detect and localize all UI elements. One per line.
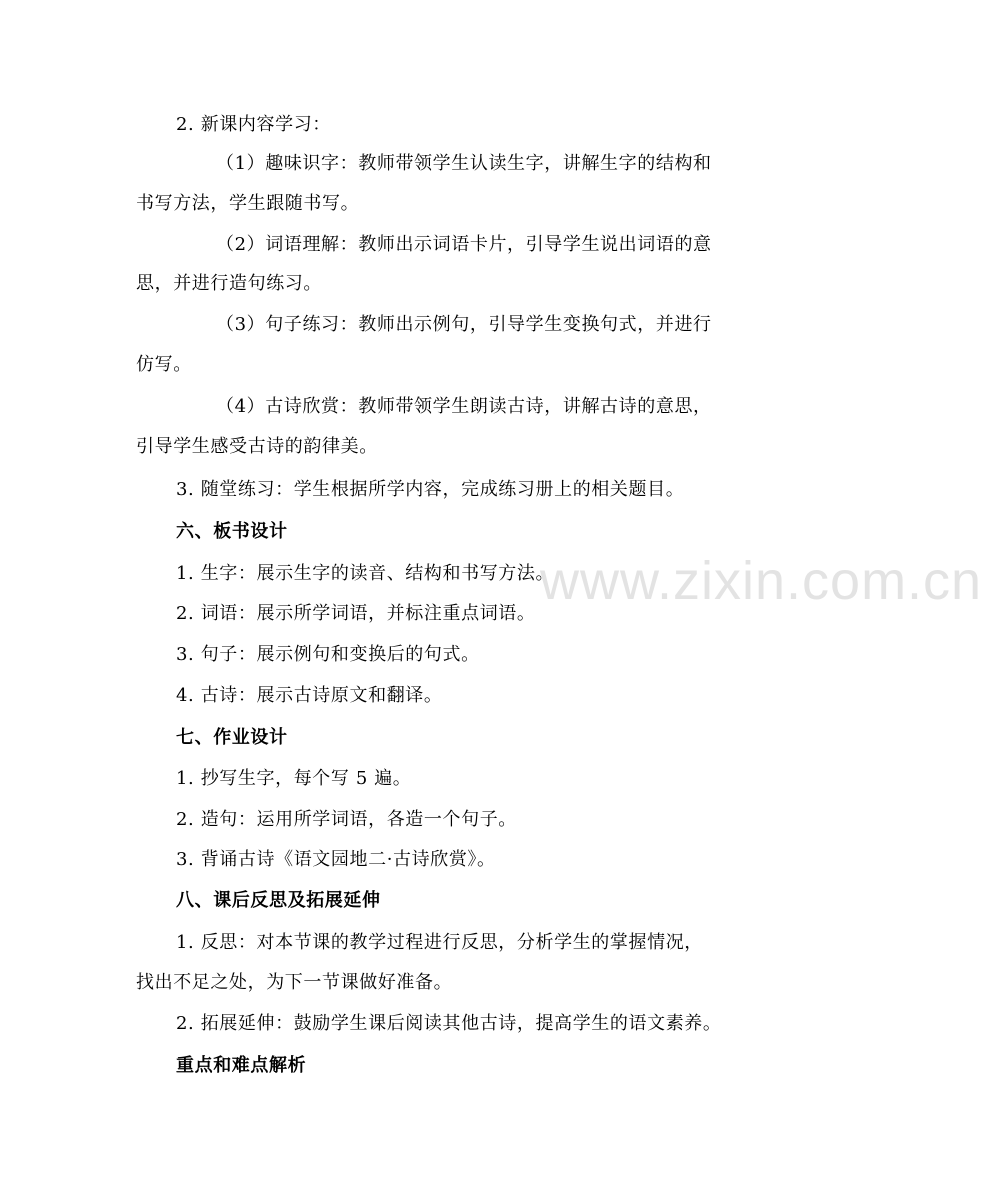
sub-item-1-line1: （1）趣味识字：教师带领学生认读生字，讲解生字的结构和 — [216, 153, 712, 174]
board-item-4: 4. 古诗：展示古诗原文和翻译。 — [176, 685, 443, 706]
board-item-1: 1. 生字：展示生字的读音、结构和书写方法。 — [176, 563, 555, 584]
sub-item-2-line2: 思，并进行造句练习。 — [136, 273, 322, 294]
homework-item-2: 2. 造句：运用所学词语，各造一个句子。 — [176, 809, 517, 830]
watermark: www.zixin.com.cn — [540, 551, 982, 611]
sub-item-4-line1: （4）古诗欣赏：教师带领学生朗读古诗，讲解古诗的意思， — [216, 396, 712, 417]
sub-item-3-line2: 仿写。 — [136, 354, 192, 375]
step-3-text: 3. 随堂练习：学生根据所学内容，完成练习册上的相关题目。 — [176, 479, 685, 500]
sub-item-2-line1: （2）词语理解：教师出示词语卡片，引导学生说出词语的意 — [216, 234, 712, 255]
sub-item-1-line2: 书写方法，学生跟随书写。 — [136, 193, 360, 214]
reflection-item-2: 2. 拓展延伸：鼓励学生课后阅读其他古诗，提高学生的语文素养。 — [176, 1013, 722, 1034]
step-2-title: 2. 新课内容学习： — [176, 114, 331, 135]
sub-item-4-line2: 引导学生感受古诗的韵律美。 — [136, 436, 378, 457]
section-heading-key-points: 重点和难点解析 — [176, 1055, 307, 1076]
board-item-3: 3. 句子：展示例句和变换后的句式。 — [176, 644, 480, 665]
sub-item-3-line1: （3）句子练习：教师出示例句，引导学生变换句式，并进行 — [216, 314, 712, 335]
reflection-item-1-line2: 找出不足之处，为下一节课做好准备。 — [136, 972, 453, 993]
section-heading-8: 八、课后反思及拓展延伸 — [176, 890, 381, 911]
reflection-item-1-line1: 1. 反思：对本节课的教学过程进行反思，分析学生的掌握情况， — [176, 932, 703, 953]
section-heading-7: 七、作业设计 — [176, 727, 288, 748]
section-heading-6: 六、板书设计 — [176, 521, 288, 542]
homework-item-1: 1. 抄写生字，每个写 5 遍。 — [176, 768, 412, 789]
homework-item-3: 3. 背诵古诗《语文园地二·古诗欣赏》。 — [176, 849, 496, 870]
board-item-2: 2. 词语：展示所学词语，并标注重点词语。 — [176, 603, 536, 624]
